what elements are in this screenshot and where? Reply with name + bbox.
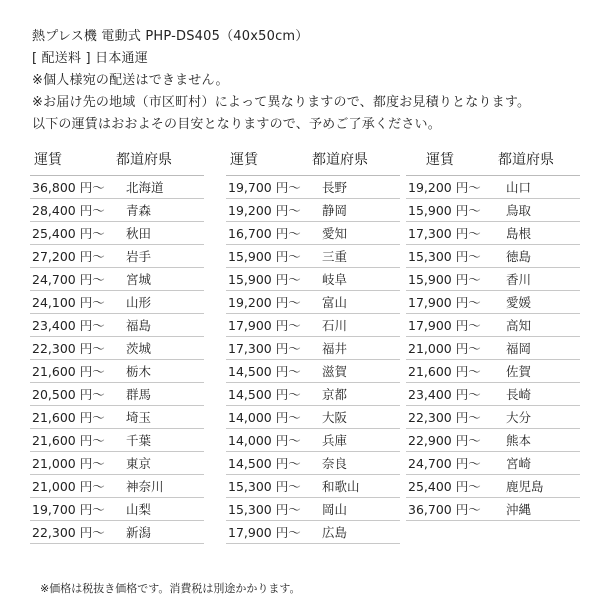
column-header (30, 142, 204, 176)
header-prefecture: 都道府県 (498, 151, 554, 168)
table-row (226, 360, 400, 383)
fee-price: 15,300 円～ (228, 502, 301, 517)
fee-price: 17,900 円～ (408, 318, 481, 333)
prefecture-name: 富山 (322, 295, 348, 310)
fee-price: 23,400 円～ (32, 318, 105, 333)
prefecture-name: 岩手 (126, 249, 152, 264)
fee-price: 24,700 円～ (408, 456, 481, 471)
prefecture-name: 神奈川 (126, 479, 164, 494)
table-row (226, 475, 400, 498)
table-row (30, 222, 204, 245)
prefecture-name: 福島 (126, 318, 152, 333)
prefecture-name: 島根 (506, 226, 532, 241)
prefecture-name: 大分 (506, 410, 532, 425)
table-row (30, 360, 204, 383)
prefecture-name: 広島 (322, 525, 348, 540)
prefecture-name: 長崎 (506, 387, 532, 402)
header-price: 運賃 (426, 151, 454, 168)
fee-price: 17,300 円～ (228, 341, 301, 356)
fee-price: 19,700 円～ (228, 180, 301, 195)
table-row (30, 176, 204, 199)
note-approximate: 以下の運賃はおおよその目安となりますので、予めご了承ください。 (32, 117, 441, 132)
product-title: 熱プレス機 電動式 PHP-DS405（40x50cm） (32, 29, 309, 44)
fee-price: 15,300 円～ (408, 249, 481, 264)
table-row (30, 406, 204, 429)
fee-price: 19,200 円～ (228, 203, 301, 218)
table-row (406, 337, 580, 360)
prefecture-name: 新潟 (126, 525, 152, 540)
table-row (406, 452, 580, 475)
prefecture-name: 福井 (322, 341, 348, 356)
note-no-individual: ※個人様宛の配送はできません。 (32, 73, 229, 88)
prefecture-name: 兵庫 (322, 433, 348, 448)
fee-price: 14,500 円～ (228, 456, 301, 471)
table-row (406, 314, 580, 337)
fee-price: 21,000 円～ (32, 456, 105, 471)
fee-price: 28,400 円～ (32, 203, 105, 218)
fee-price: 25,400 円～ (32, 226, 105, 241)
fee-price: 22,300 円～ (408, 410, 481, 425)
prefecture-name: 長野 (322, 180, 348, 195)
fee-price: 21,600 円～ (32, 410, 105, 425)
table-row (406, 176, 580, 199)
table-row (226, 245, 400, 268)
prefecture-name: 宮崎 (506, 456, 532, 471)
prefecture-name: 滋賀 (322, 364, 348, 379)
table-row (226, 383, 400, 406)
prefecture-name: 青森 (126, 203, 152, 218)
prefecture-name: 奈良 (322, 456, 348, 471)
prefecture-name: 沖縄 (506, 502, 532, 517)
fee-price: 20,500 円～ (32, 387, 105, 402)
fee-price: 24,100 円～ (32, 295, 105, 310)
table-row (406, 245, 580, 268)
fee-column-2 (226, 142, 400, 544)
prefecture-name: 愛媛 (506, 295, 532, 310)
prefecture-name: 愛知 (322, 226, 348, 241)
fee-price: 16,700 円～ (228, 226, 301, 241)
column-header (226, 142, 400, 176)
fee-price: 23,400 円～ (408, 387, 481, 402)
header-prefecture: 都道府県 (116, 151, 172, 168)
table-row (30, 268, 204, 291)
table-row (30, 475, 204, 498)
header (32, 26, 530, 136)
prefecture-name: 山梨 (126, 502, 152, 517)
fee-price: 21,000 円～ (408, 341, 481, 356)
fee-price: 22,300 円～ (32, 525, 105, 540)
table-row (226, 406, 400, 429)
fee-price: 15,900 円～ (228, 272, 301, 287)
fee-price: 24,700 円～ (32, 272, 105, 287)
prefecture-name: 大阪 (322, 410, 348, 425)
prefecture-name: 鹿児島 (506, 479, 544, 494)
header-price: 運賃 (34, 151, 62, 168)
prefecture-name: 石川 (322, 318, 348, 333)
fee-column-1 (30, 142, 204, 544)
prefecture-name: 千葉 (126, 433, 152, 448)
table-row (406, 222, 580, 245)
fee-price: 36,800 円～ (32, 180, 105, 195)
table-row (226, 176, 400, 199)
fee-price: 17,900 円～ (228, 318, 301, 333)
prefecture-name: 山形 (126, 295, 152, 310)
fee-price: 15,900 円～ (228, 249, 301, 264)
table-row (30, 199, 204, 222)
fee-price: 21,600 円～ (32, 433, 105, 448)
fee-price: 27,200 円～ (32, 249, 105, 264)
table-row (406, 360, 580, 383)
table-row (226, 222, 400, 245)
prefecture-name: 北海道 (126, 180, 164, 195)
prefecture-name: 京都 (322, 387, 348, 402)
prefecture-name: 山口 (506, 180, 532, 195)
fee-price: 21,600 円～ (32, 364, 105, 379)
header-price: 運賃 (230, 151, 258, 168)
table-row (30, 521, 204, 544)
shipping-carrier: [ 配送料 ] 日本通運 (32, 51, 148, 66)
table-row (406, 406, 580, 429)
prefecture-name: 栃木 (126, 364, 152, 379)
prefecture-name: 鳥取 (506, 203, 532, 218)
table-row (226, 314, 400, 337)
header-prefecture: 都道府県 (312, 151, 368, 168)
prefecture-name: 福岡 (506, 341, 532, 356)
tax-note: ※価格は税抜き価格です。消費税は別途かかります。 (40, 582, 301, 595)
table-row (226, 452, 400, 475)
table-row (30, 429, 204, 452)
fee-price: 36,700 円～ (408, 502, 481, 517)
table-row (30, 245, 204, 268)
prefecture-name: 宮城 (126, 272, 152, 287)
fee-price: 14,000 円～ (228, 410, 301, 425)
fee-price: 19,700 円～ (32, 502, 105, 517)
table-row (406, 291, 580, 314)
fee-price: 21,000 円～ (32, 479, 105, 494)
prefecture-name: 埼玉 (126, 410, 152, 425)
prefecture-name: 秋田 (126, 226, 152, 241)
table-row (406, 498, 580, 521)
table-row (406, 383, 580, 406)
prefecture-name: 静岡 (322, 203, 348, 218)
fee-price: 14,000 円～ (228, 433, 301, 448)
prefecture-name: 和歌山 (322, 479, 360, 494)
table-row (226, 337, 400, 360)
table-row (30, 498, 204, 521)
prefecture-name: 高知 (506, 318, 532, 333)
table-row (226, 268, 400, 291)
table-row (226, 521, 400, 544)
table-row (406, 475, 580, 498)
column-header (406, 142, 580, 176)
note-estimate: ※お届け先の地域（市区町村）によって異なりますので、都度お見積りとなります。 (32, 95, 531, 110)
fee-price: 25,400 円～ (408, 479, 481, 494)
table-row (406, 429, 580, 452)
fee-price: 21,600 円～ (408, 364, 481, 379)
fee-price: 17,300 円～ (408, 226, 481, 241)
prefecture-name: 香川 (506, 272, 532, 287)
table-row (226, 498, 400, 521)
table-row (30, 383, 204, 406)
fee-price: 14,500 円～ (228, 387, 301, 402)
fee-price: 15,300 円～ (228, 479, 301, 494)
table-row (30, 337, 204, 360)
table-row (226, 291, 400, 314)
table-row (30, 291, 204, 314)
fee-price: 17,900 円～ (408, 295, 481, 310)
prefecture-name: 岐阜 (322, 272, 348, 287)
prefecture-name: 徳島 (506, 249, 532, 264)
fee-price: 22,900 円～ (408, 433, 481, 448)
prefecture-name: 群馬 (126, 387, 152, 402)
prefecture-name: 東京 (126, 456, 152, 471)
prefecture-name: 三重 (322, 249, 348, 264)
fee-price: 19,200 円～ (408, 180, 481, 195)
table-row (406, 199, 580, 222)
fee-price: 17,900 円～ (228, 525, 301, 540)
fee-column-3 (406, 142, 580, 521)
prefecture-name: 熊本 (506, 433, 532, 448)
table-row (226, 199, 400, 222)
fee-price: 19,200 円～ (228, 295, 301, 310)
table-row (30, 452, 204, 475)
fee-price: 15,900 円～ (408, 203, 481, 218)
table-row (226, 429, 400, 452)
prefecture-name: 茨城 (126, 341, 152, 356)
table-row (406, 268, 580, 291)
prefecture-name: 岡山 (322, 502, 348, 517)
fee-price: 14,500 円～ (228, 364, 301, 379)
fee-price: 22,300 円～ (32, 341, 105, 356)
fee-price: 15,900 円～ (408, 272, 481, 287)
table-row (30, 314, 204, 337)
prefecture-name: 佐賀 (506, 364, 532, 379)
